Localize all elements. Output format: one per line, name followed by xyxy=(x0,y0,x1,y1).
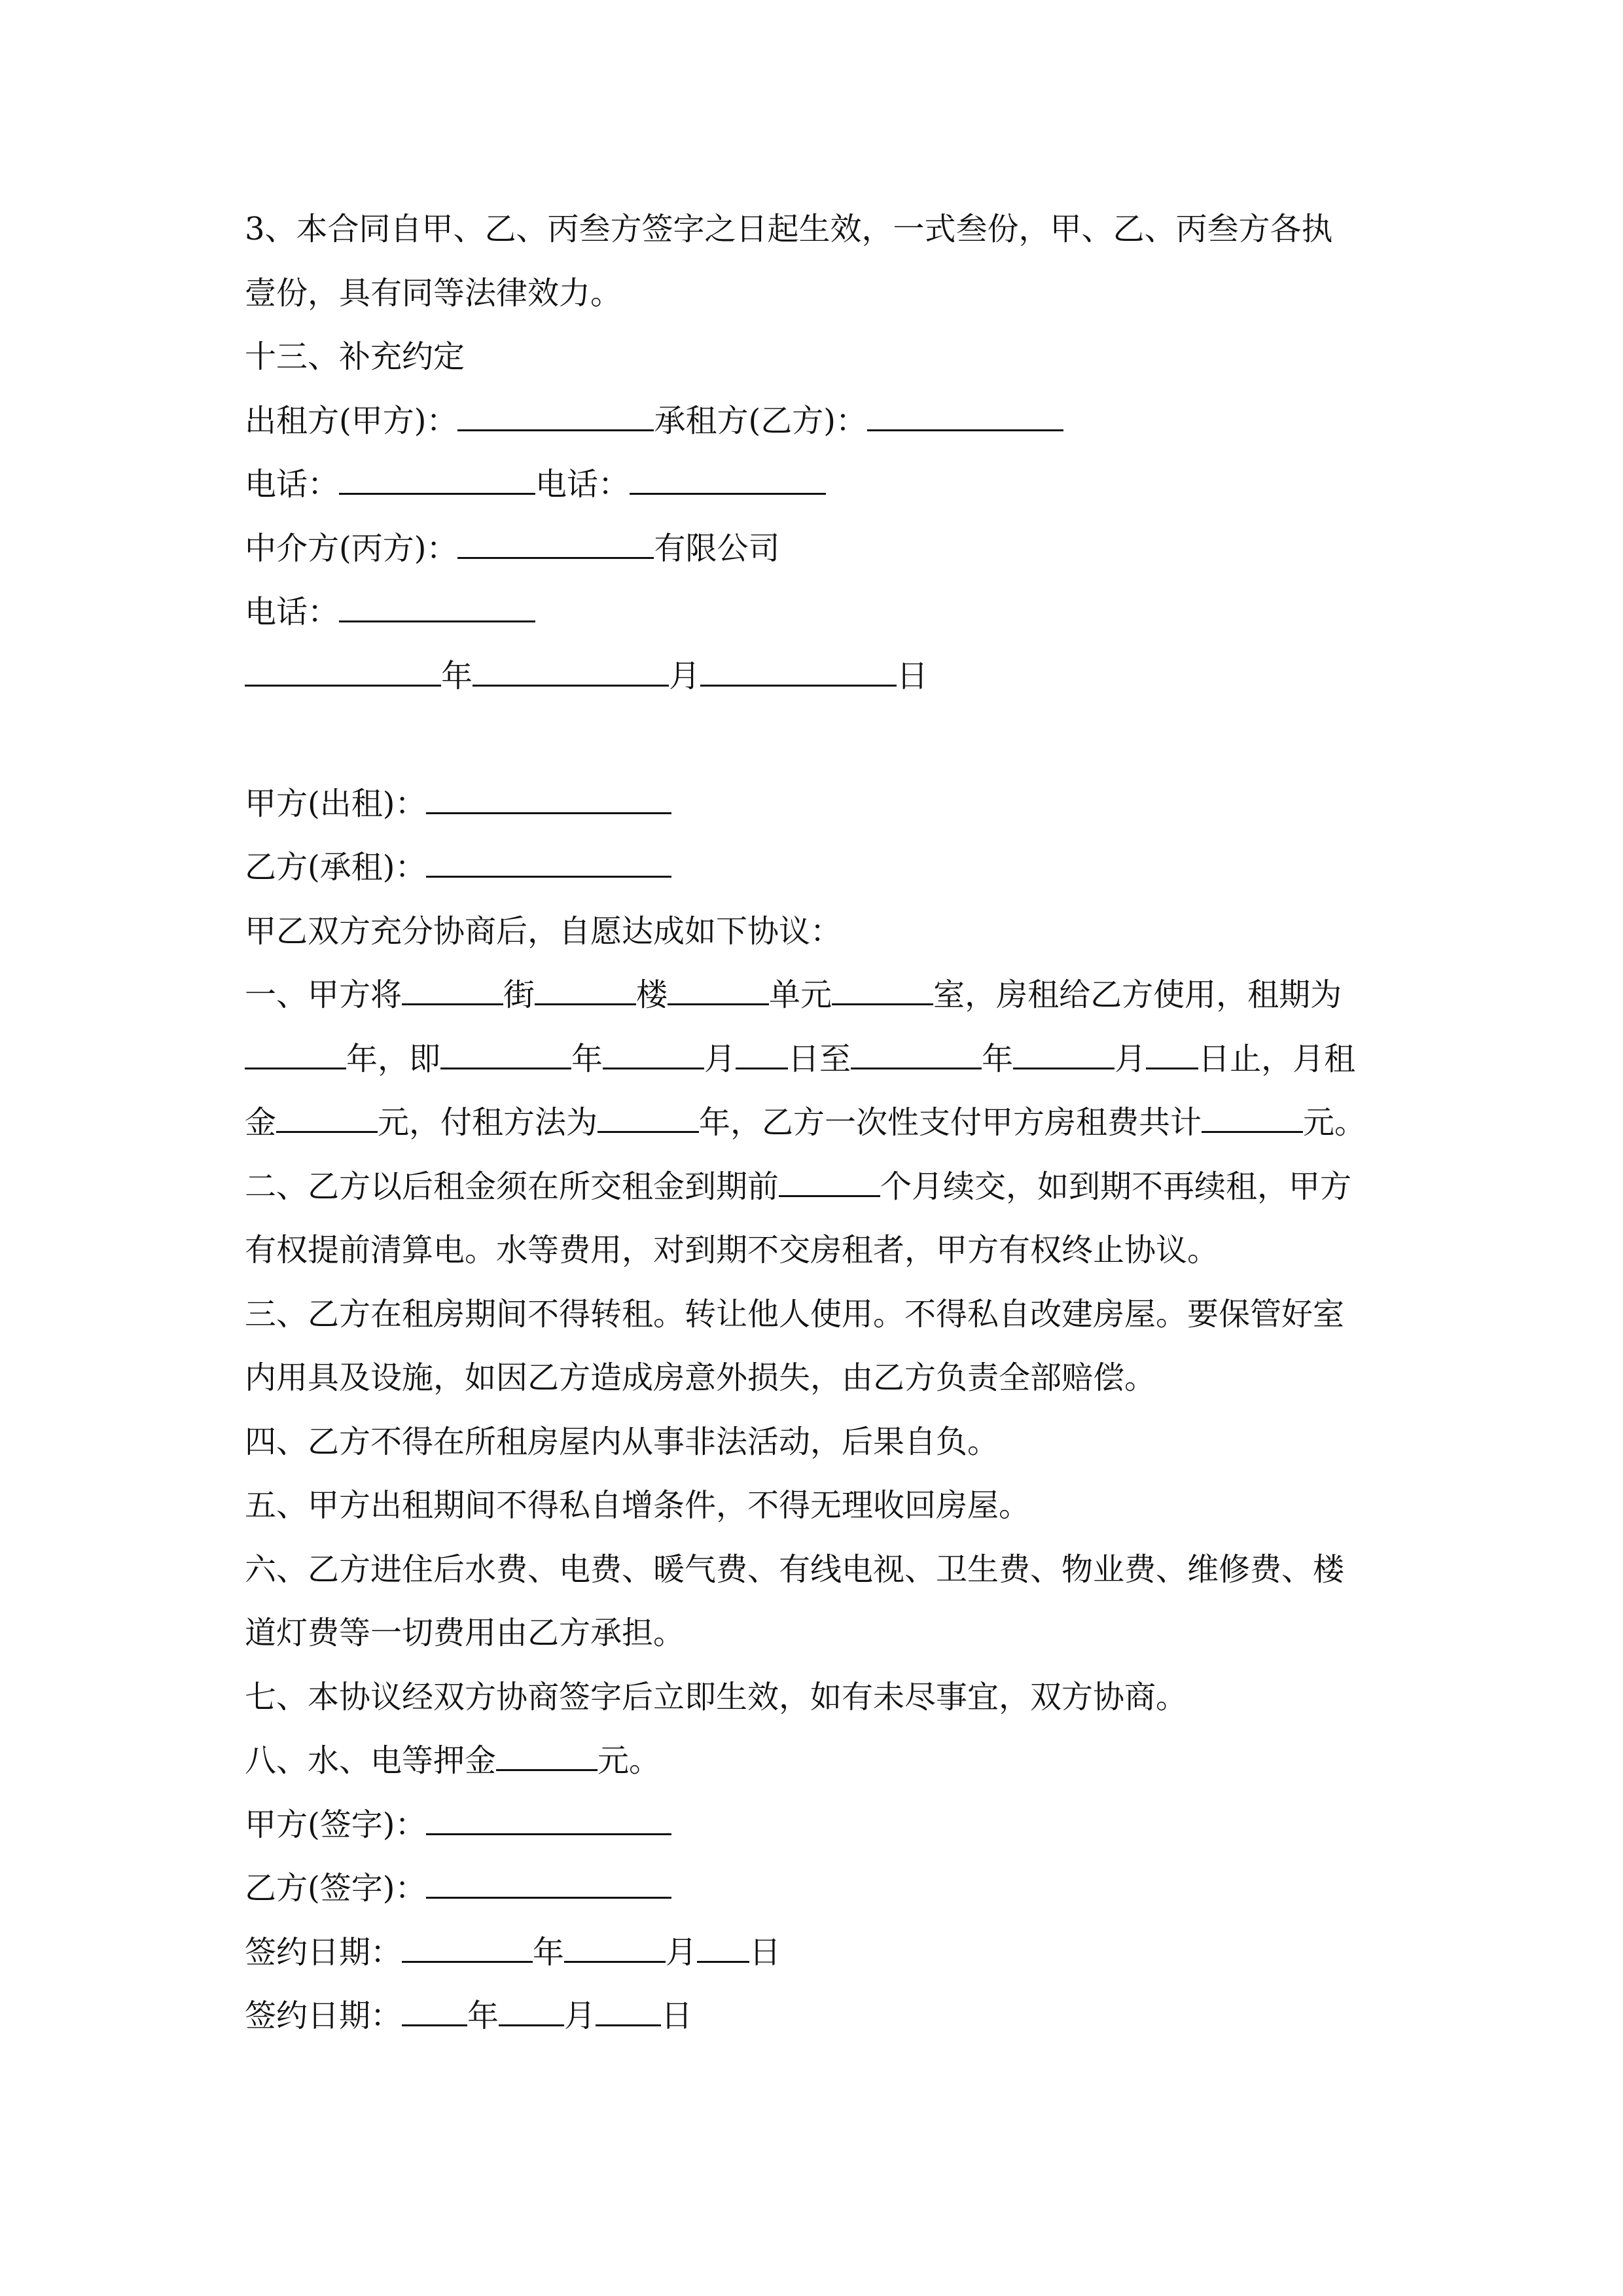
blank-field[interactable] xyxy=(402,977,503,1005)
blank-field[interactable] xyxy=(440,1041,571,1069)
text: 五、甲方出租期间不得私自增条件，不得无理收回房屋。 xyxy=(245,1487,1031,1524)
blank-field[interactable] xyxy=(426,786,671,814)
label: 年 xyxy=(982,1041,1014,1077)
blank-field[interactable] xyxy=(700,658,897,687)
section-heading-supplement xyxy=(245,337,465,376)
party-a-line xyxy=(245,784,671,823)
label: 出租方(甲方)： xyxy=(245,403,458,439)
clause-2-line-1 xyxy=(245,1167,1351,1206)
blank-field[interactable] xyxy=(668,977,769,1005)
blank-field[interactable] xyxy=(851,1041,982,1069)
blank-field[interactable] xyxy=(596,1998,661,2026)
text: 有权提前清算电。水等费用，对到期不交房租者，甲方有权终止协议。 xyxy=(245,1232,1219,1268)
blank-field[interactable] xyxy=(1013,1041,1115,1069)
label: 中介方(丙方)： xyxy=(245,530,458,567)
label: 日至 xyxy=(788,1041,851,1077)
blank-field[interactable] xyxy=(245,658,441,687)
blank-field[interactable] xyxy=(457,531,654,559)
label: 个月续交，如到期不再续租，甲方 xyxy=(880,1168,1352,1205)
text: 道灯费等一切费用由乙方承担。 xyxy=(245,1615,685,1651)
clause-6-line-1 xyxy=(245,1550,1344,1589)
label: 二、乙方以后租金须在所交租金到期前 xyxy=(245,1168,779,1205)
clause-effective-line-2 xyxy=(245,274,622,313)
label: 承租方(乙方)： xyxy=(654,403,867,439)
label: 月 xyxy=(669,658,701,694)
blank-field[interactable] xyxy=(276,1105,378,1133)
label: 元。 xyxy=(597,1742,661,1779)
blank-field[interactable] xyxy=(426,1807,671,1835)
text: 六、乙方进住后水费、电费、暖气费、有线电视、卫生费、物业费、维修费、楼 xyxy=(245,1551,1345,1588)
label: 街 xyxy=(503,977,535,1013)
sign-party-a xyxy=(245,1805,671,1844)
clause-3-line-1 xyxy=(245,1295,1344,1334)
label: 乙方(承租)： xyxy=(245,849,427,886)
label: 元。 xyxy=(1303,1104,1366,1141)
blank-field[interactable] xyxy=(630,467,826,495)
phone-line xyxy=(245,465,826,504)
label: 楼 xyxy=(636,977,668,1013)
label: 电话： xyxy=(535,466,630,503)
date-line xyxy=(245,656,928,696)
clause-6-line-2 xyxy=(245,1613,685,1653)
agent-phone-line xyxy=(245,592,535,632)
blank-field[interactable] xyxy=(339,467,535,495)
clause-effective-line-1 xyxy=(245,209,1333,249)
clause-4 xyxy=(245,1422,999,1462)
clause-7 xyxy=(245,1677,1187,1717)
blank-field[interactable] xyxy=(1146,1041,1198,1069)
clause-1-line-2 xyxy=(245,1039,1355,1079)
label: 电话： xyxy=(245,594,340,630)
blank-field[interactable] xyxy=(736,1041,788,1069)
blank-field[interactable] xyxy=(473,658,669,687)
blank-field[interactable] xyxy=(496,1743,597,1771)
label: 月 xyxy=(666,1934,698,1971)
blank-field[interactable] xyxy=(867,403,1063,431)
label: 签约日期： xyxy=(245,1998,402,2034)
blank-field[interactable] xyxy=(426,850,671,878)
sign-date-2 xyxy=(245,1996,692,2036)
blank-field[interactable] xyxy=(245,1041,346,1069)
clause-2-line-2 xyxy=(245,1230,1219,1270)
blank-field[interactable] xyxy=(1202,1105,1303,1133)
text: 壹份，具有同等法律效力。 xyxy=(245,275,622,312)
label: 日 xyxy=(897,658,929,694)
label: 年，即 xyxy=(346,1041,441,1077)
label: 元，付租方法为 xyxy=(378,1104,598,1141)
sign-date-1 xyxy=(245,1933,781,1972)
lessor-lessee-line xyxy=(245,401,1063,440)
clause-1-line-1 xyxy=(245,975,1342,1014)
text: 3、本合同自甲、乙、丙叁方签字之日起生效，一式叁份，甲、乙、丙叁方各执 xyxy=(245,211,1333,247)
blank-field[interactable] xyxy=(603,1041,704,1069)
text: 内用具及设施，如因乙方造成房意外损失，由乙方负责全部赔偿。 xyxy=(245,1359,1156,1396)
blank-field[interactable] xyxy=(499,1998,564,2026)
agent-line xyxy=(245,529,779,568)
blank-field[interactable] xyxy=(402,1935,533,1963)
label: 金 xyxy=(245,1104,277,1141)
label: 室，房租给乙方使用，租期为 xyxy=(933,977,1342,1013)
label: 月 xyxy=(564,1998,596,2034)
blank-field[interactable] xyxy=(535,977,636,1005)
clause-3-line-2 xyxy=(245,1358,1156,1397)
label: 甲方(出租)： xyxy=(245,785,427,822)
blank-field[interactable] xyxy=(564,1935,666,1963)
label: 八、水、电等押金 xyxy=(245,1742,497,1779)
label: 一、甲方将 xyxy=(245,977,402,1013)
label: 年 xyxy=(533,1934,565,1971)
label: 月 xyxy=(1115,1041,1147,1077)
clause-1-line-3 xyxy=(245,1103,1366,1142)
blank-field[interactable] xyxy=(832,977,933,1005)
label: 乙方(签字)： xyxy=(245,1870,427,1907)
text: 四、乙方不得在所租房屋内从事非法活动，后果自负。 xyxy=(245,1424,999,1460)
clause-8 xyxy=(245,1741,660,1780)
party-b-line xyxy=(245,848,671,887)
text: 七、本协议经双方协商签字后立即生效，如有未尽事宜，双方协商。 xyxy=(245,1679,1188,1715)
label: 月 xyxy=(704,1041,736,1077)
label: 电话： xyxy=(245,466,340,503)
label: 日止，月租 xyxy=(1198,1041,1356,1077)
label: 年 xyxy=(441,658,473,694)
label: 甲方(签字)： xyxy=(245,1806,427,1843)
text: 三、乙方在租房期间不得转租。转让他人使用。不得私自改建房屋。要保管好室 xyxy=(245,1296,1345,1333)
text: 十三、补充约定 xyxy=(245,338,465,375)
label: 年 xyxy=(571,1041,603,1077)
blank-field[interactable] xyxy=(779,1169,880,1197)
label: 年，乙方一次性支付甲方房租费共计 xyxy=(699,1104,1202,1141)
text: 甲乙双方充分协商后，自愿达成如下协议： xyxy=(245,913,842,950)
clause-5 xyxy=(245,1486,1030,1525)
blank-field[interactable] xyxy=(402,1998,467,2026)
label: 有限公司 xyxy=(654,530,780,567)
blank-field[interactable] xyxy=(339,594,535,622)
agreement-intro xyxy=(245,912,842,951)
label: 年 xyxy=(467,1998,499,2034)
label: 日 xyxy=(661,1998,693,2034)
sign-party-b xyxy=(245,1869,671,1908)
label: 单元 xyxy=(769,977,832,1013)
label: 日 xyxy=(749,1934,781,1971)
blank-field[interactable] xyxy=(697,1935,749,1963)
blank-field[interactable] xyxy=(597,1105,699,1133)
blank-field[interactable] xyxy=(457,403,654,431)
blank-field[interactable] xyxy=(426,1871,671,1899)
label: 签约日期： xyxy=(245,1934,402,1971)
